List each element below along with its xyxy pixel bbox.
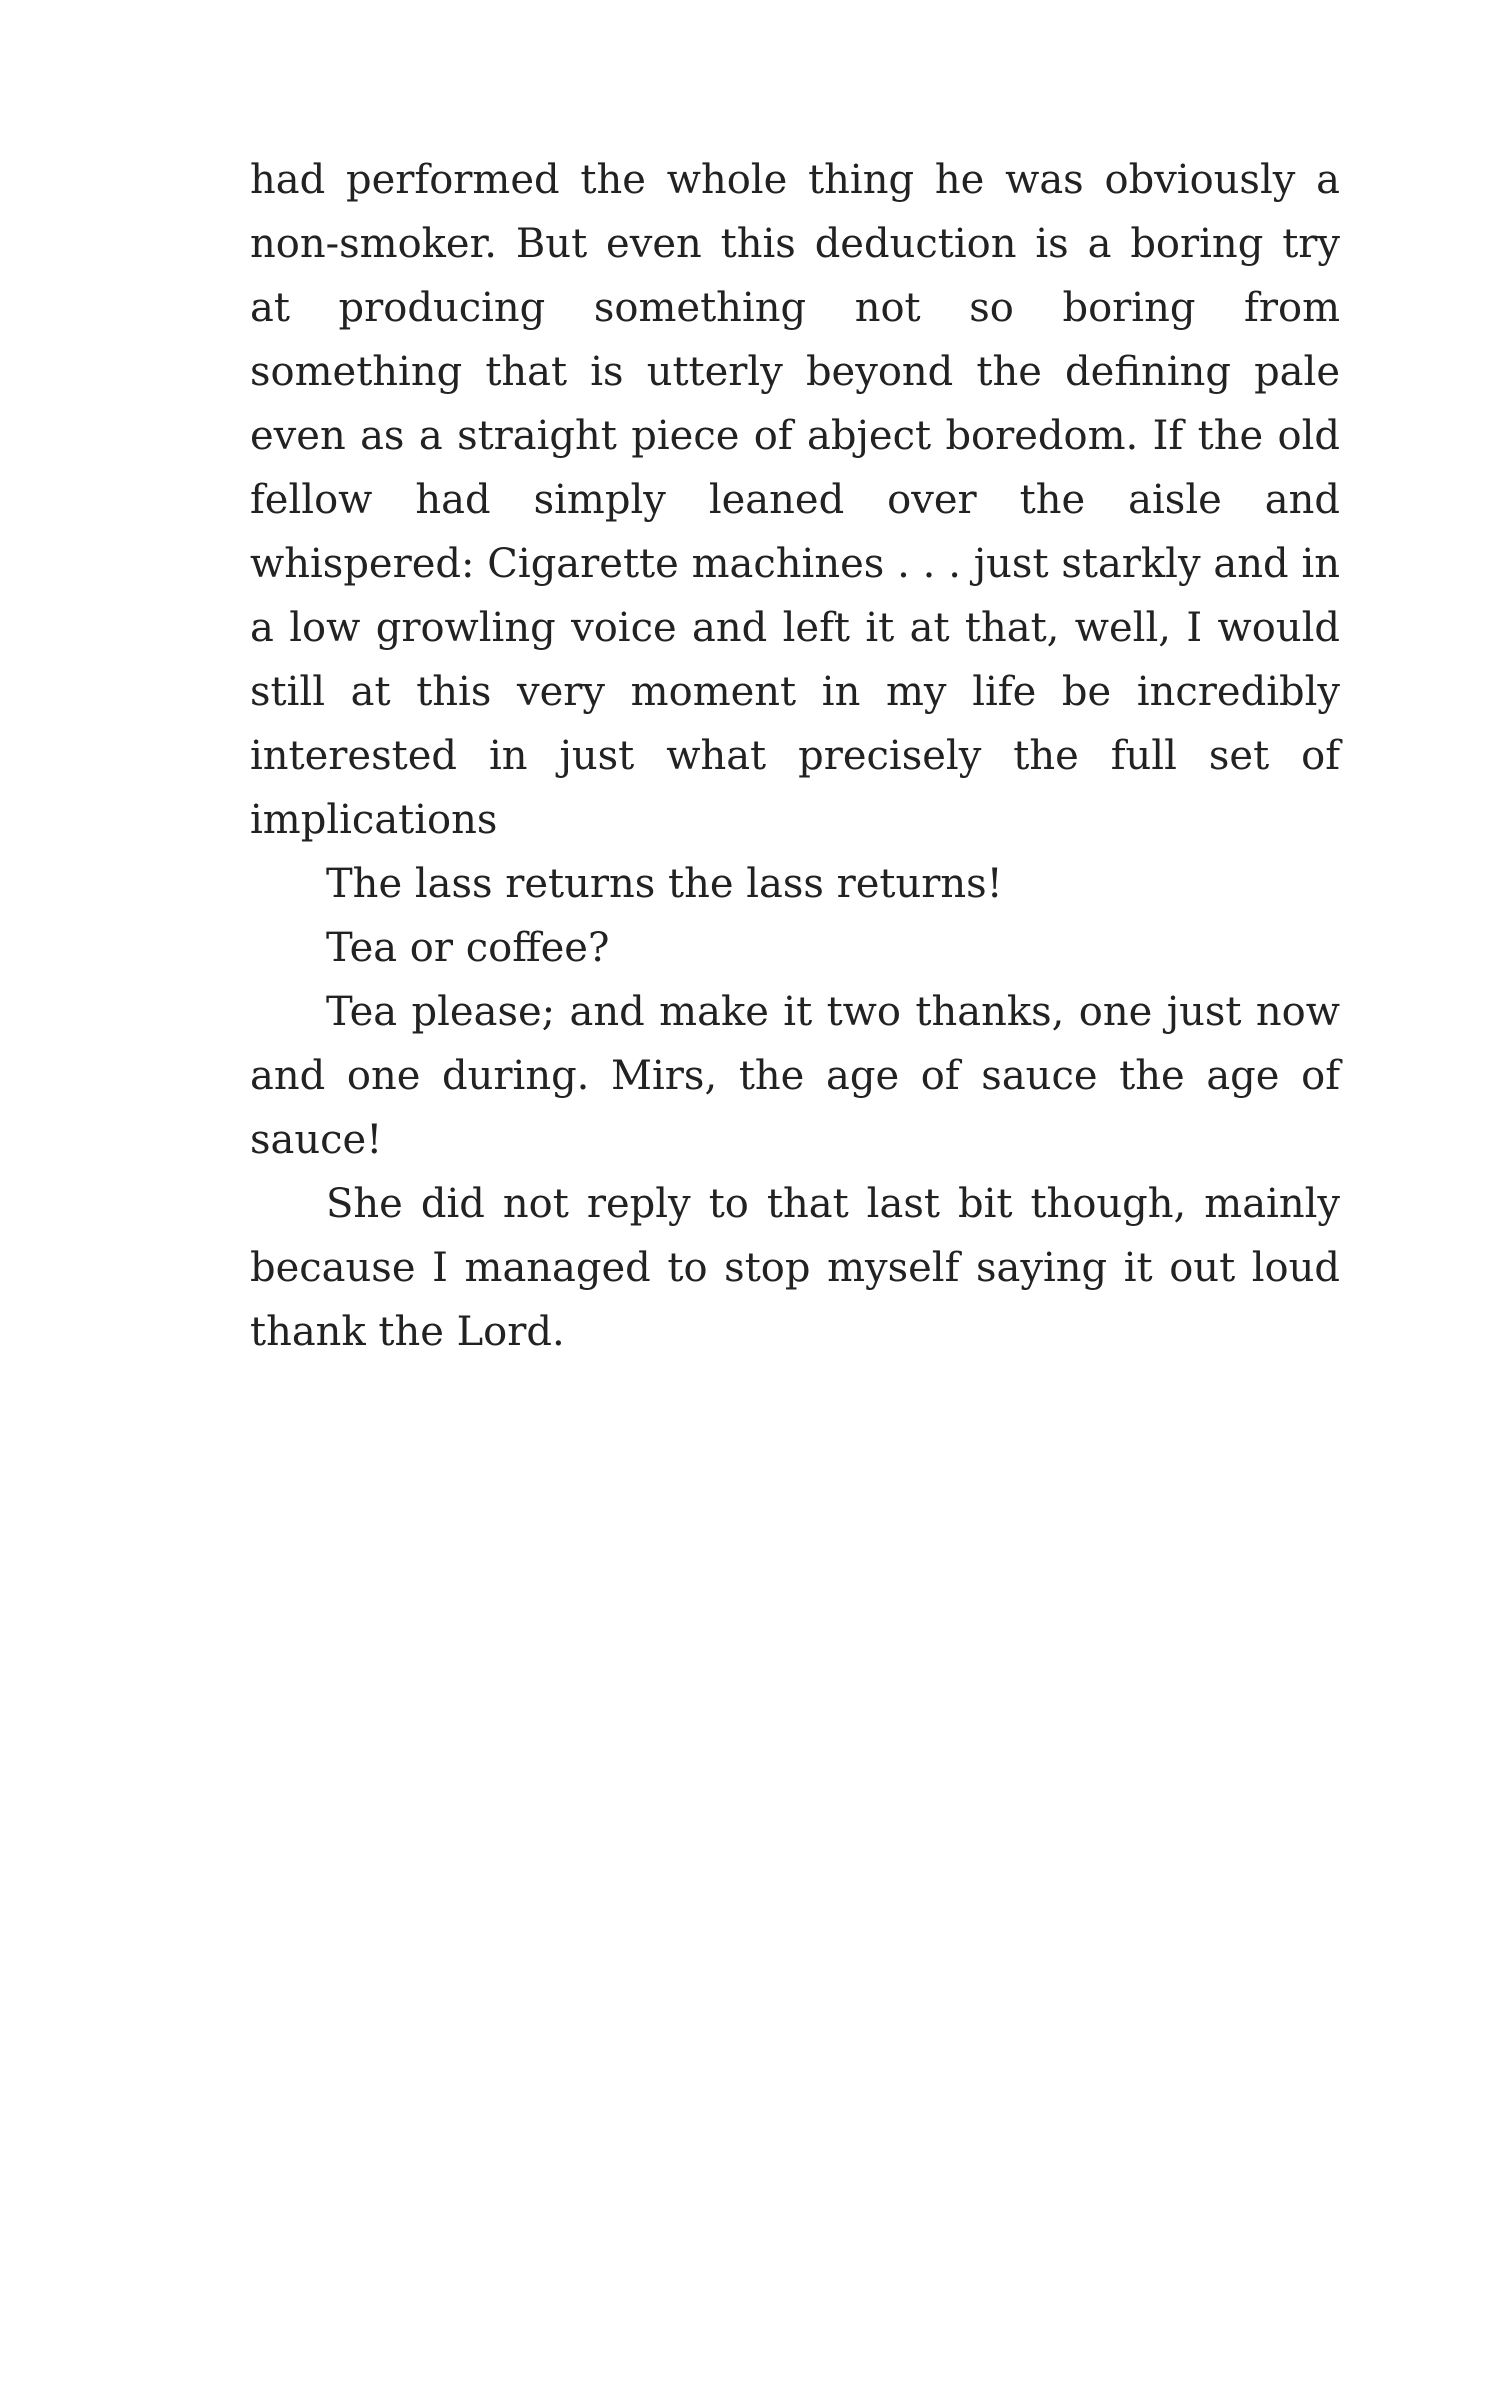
paragraph-tea-or-coffee: Tea or coffee? (326, 925, 610, 971)
paragraph-lass-returns: The lass returns the lass returns! (326, 861, 1003, 907)
page-body (250, 148, 1340, 1364)
paragraph-continuation: had performed the whole thing he was obviously a non-smoker. But even this deduction is a boring try at producing something not so boring from something that is utterly beyond the defining pale even as a straight piece of abject boredom. If the old fellow had simply leaned over the aisle and whispered: Cigarette machines . . . just starkly and in a low growling voice and left it at that, well, I would still at this very moment in my life be incredibly interested in just what precisely the full set of implications (250, 157, 1340, 843)
paragraph-tea-please: Tea please; and make it two thanks, one just now and one during. Mirs, the age of sauce the age of sauce! (250, 989, 1340, 1163)
paragraph-she-did-not-reply: She did not reply to that last bit though, mainly because I managed to stop myself saying it out loud thank the Lord. (250, 1181, 1340, 1355)
